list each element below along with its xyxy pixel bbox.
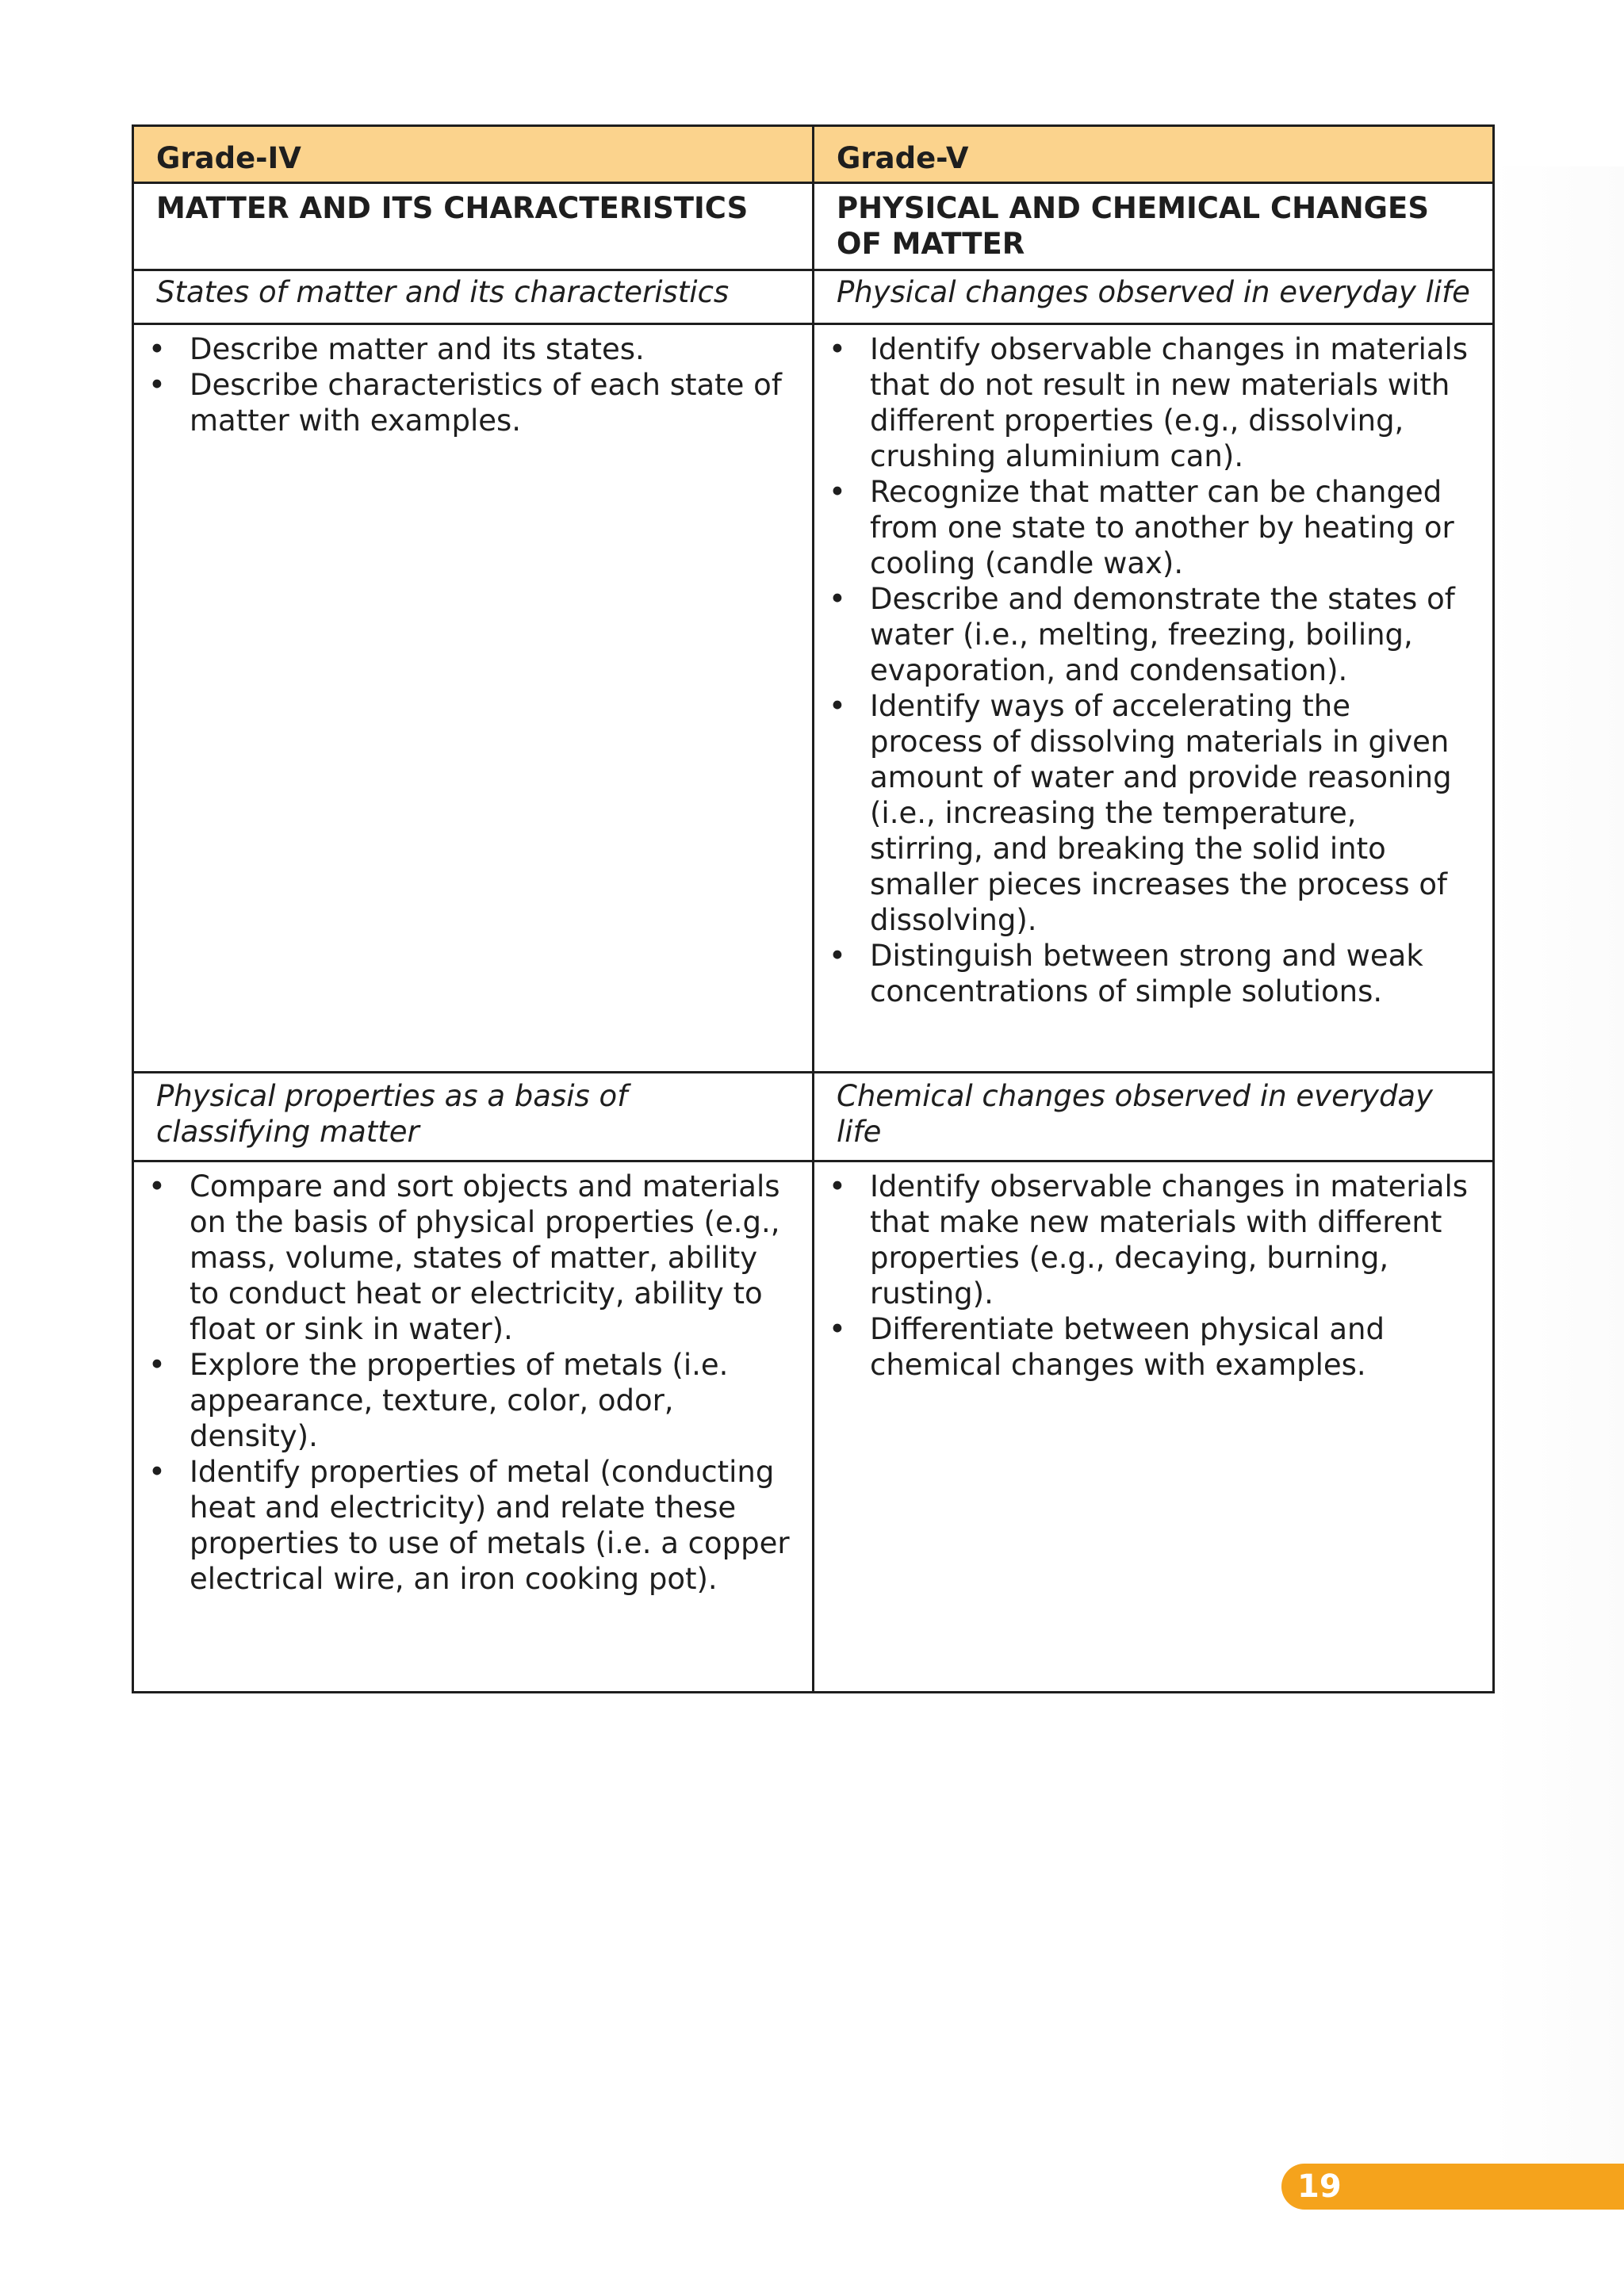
- list-item: • Identify observable changes in materials that do not result in new materials with different properties (e.g., dissolving, crushing aluminium can).: [837, 331, 1470, 474]
- grade-iv-subtopic-2: Physical properties as a basis of classifying matter: [133, 1073, 814, 1161]
- grade-iv-outcomes-2: [133, 1161, 814, 1693]
- page-number: 19: [1297, 2168, 1342, 2205]
- list-item: • Identify observable changes in materials that make new materials with different properties (e.g., decaying, burning, rusting).: [837, 1169, 1470, 1311]
- grade-v-header: Grade-V: [814, 126, 1494, 183]
- curriculum-table: [132, 124, 1495, 1693]
- list-item: • Describe matter and its states.: [156, 331, 790, 367]
- grade-iv-outcome-list-2: [156, 1169, 790, 1597]
- grade-v-subtopic-1: Physical changes observed in everyday life: [814, 270, 1494, 324]
- list-item: • Describe and demonstrate the states of water (i.e., melting, freezing, boiling, evaporation, and condensation).: [837, 581, 1470, 688]
- list-item: • Explore the properties of metals (i.e. appearance, texture, color, odor, density).: [156, 1347, 790, 1454]
- grade-v-outcome-list-2: [837, 1169, 1470, 1383]
- list-item: • Describe characteristics of each state of matter with examples.: [156, 367, 790, 438]
- grade-v-outcomes-2: [814, 1161, 1494, 1693]
- list-item: • Recognize that matter can be changed from one state to another by heating or cooling (candle wax).: [837, 474, 1470, 581]
- subtopic-row-1: [133, 270, 1494, 324]
- grade-iv-topic: MATTER AND ITS CHARACTERISTICS: [133, 183, 814, 270]
- grade-iv-subtopic-1: States of matter and its characteristics: [133, 270, 814, 324]
- grade-v-outcome-list-1: [837, 331, 1470, 1009]
- grade-v-topic: PHYSICAL AND CHEMICAL CHANGES OF MATTER: [814, 183, 1494, 270]
- grade-v-subtopic-2: Chemical changes observed in everyday life: [814, 1073, 1494, 1161]
- subtopic-row-2: [133, 1073, 1494, 1161]
- list-item: • Differentiate between physical and chemical changes with examples.: [837, 1311, 1470, 1383]
- grade-iv-outcome-list-1: [156, 331, 790, 438]
- outcomes-row-2: [133, 1161, 1494, 1693]
- list-item: • Compare and sort objects and materials on the basis of physical properties (e.g., mass, volume, states of matter, ability to conduct heat or electricity, ability to float or sink in water).: [156, 1169, 790, 1347]
- grade-header-row: [133, 126, 1494, 183]
- list-item: • Distinguish between strong and weak concentrations of simple solutions.: [837, 938, 1470, 1009]
- grade-iv-header: Grade-IV: [133, 126, 814, 183]
- grade-iv-outcomes-1: [133, 324, 814, 1073]
- outcomes-row-1: [133, 324, 1494, 1073]
- page-edge-shade: [1491, 166, 1624, 2164]
- topic-row: [133, 183, 1494, 270]
- grade-v-outcomes-1: [814, 324, 1494, 1073]
- list-item: • Identify properties of metal (conducting heat and electricity) and relate these properties to use of metals (i.e. a copper electrical wire, an iron cooking pot).: [156, 1454, 790, 1597]
- list-item: • Identify ways of accelerating the process of dissolving materials in given amount of water and provide reasoning (i.e., increasing the temperature, stirring, and breaking the solid into smaller pieces increases the process of dissolving).: [837, 688, 1470, 938]
